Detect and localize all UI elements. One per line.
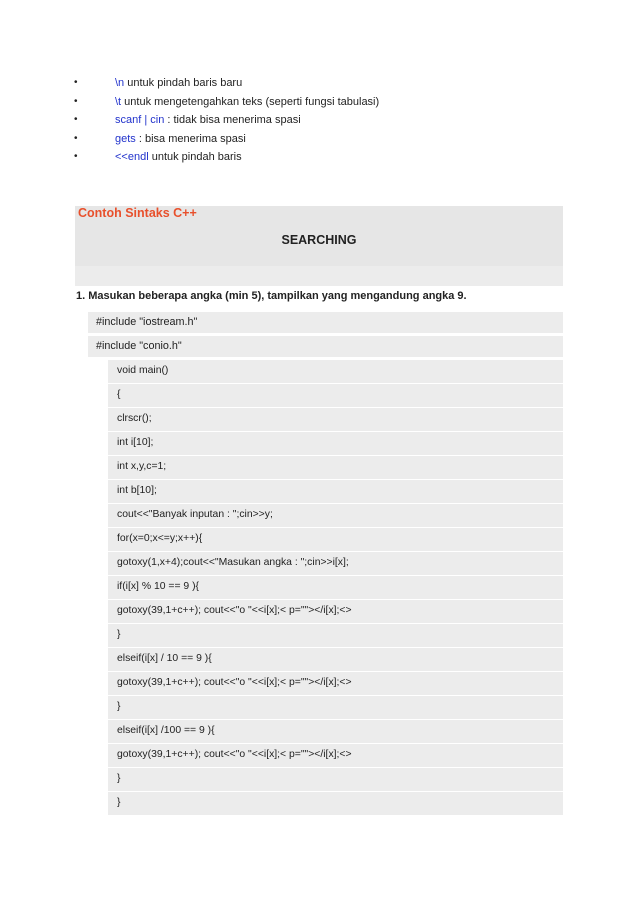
item-text: untuk mengetengahkan teks (seperti fungsi tabulasi)	[121, 95, 380, 108]
include-line: #include "iostream.h"	[88, 312, 563, 333]
list-item	[0, 111, 638, 130]
code-line: gotoxy(39,1+c++); cout<<"o "<<i[x];< p=""></i[x];<>	[108, 600, 563, 623]
bullet-icon: •	[74, 77, 78, 88]
tips-list	[0, 74, 638, 167]
bullet-icon: •	[74, 95, 78, 107]
question-text: 1. Masukan beberapa angka (min 5), tampilkan yang mengandung angka 9.	[76, 290, 467, 302]
list-item	[0, 148, 638, 167]
item-text: : bisa menerima spasi	[135, 132, 246, 145]
code-line: }	[108, 624, 563, 647]
code-line: void main()	[108, 360, 563, 383]
list-item	[0, 130, 638, 149]
section-header	[75, 206, 563, 266]
code-term: gets	[115, 132, 136, 145]
code-term: scanf | cin	[115, 114, 165, 126]
code-term: <<endl	[115, 151, 149, 163]
section-spacer	[75, 266, 563, 286]
item-text: untuk pindah baris baru	[124, 77, 243, 89]
code-term: \t	[115, 95, 122, 108]
code-line: }	[108, 696, 563, 719]
code-line: gotoxy(1,x+4);cout<<"Masukan angka : ";cin>>i[x];	[108, 552, 563, 575]
code-line: }	[108, 792, 563, 815]
code-term: \n	[115, 77, 125, 89]
code-line: for(x=0;x<=y;x++){	[108, 528, 563, 551]
bullet-icon: •	[74, 132, 78, 144]
item-text: untuk pindah baris	[148, 151, 242, 163]
code-line: elseif(i[x] /100 == 9 ){	[108, 720, 563, 743]
code-line: clrscr();	[108, 408, 563, 431]
code-line: int b[10];	[108, 480, 563, 503]
section-title: Contoh Sintaks C++	[78, 206, 197, 220]
code-line: cout<<"Banyak inputan : ";cin>>y;	[108, 504, 563, 527]
list-item	[0, 74, 638, 93]
code-line: gotoxy(39,1+c++); cout<<"o "<<i[x];< p=""></i[x];<>	[108, 744, 563, 767]
bullet-icon: •	[74, 151, 78, 162]
code-line: elseif(i[x] / 10 == 9 ){	[108, 648, 563, 671]
code-line: }	[108, 768, 563, 791]
bullet-icon: •	[74, 114, 78, 125]
code-line: int i[10];	[108, 432, 563, 455]
include-line: #include "conio.h"	[88, 336, 563, 357]
code-line: if(i[x] % 10 == 9 ){	[108, 576, 563, 599]
code-line: gotoxy(39,1+c++); cout<<"o "<<i[x];< p=""></i[x];<>	[108, 672, 563, 695]
item-text: : tidak bisa menerima spasi	[164, 114, 301, 126]
code-line: int x,y,c=1;	[108, 456, 563, 479]
section-heading: SEARCHING	[281, 233, 357, 247]
code-line: {	[108, 384, 563, 407]
list-item	[0, 93, 638, 112]
